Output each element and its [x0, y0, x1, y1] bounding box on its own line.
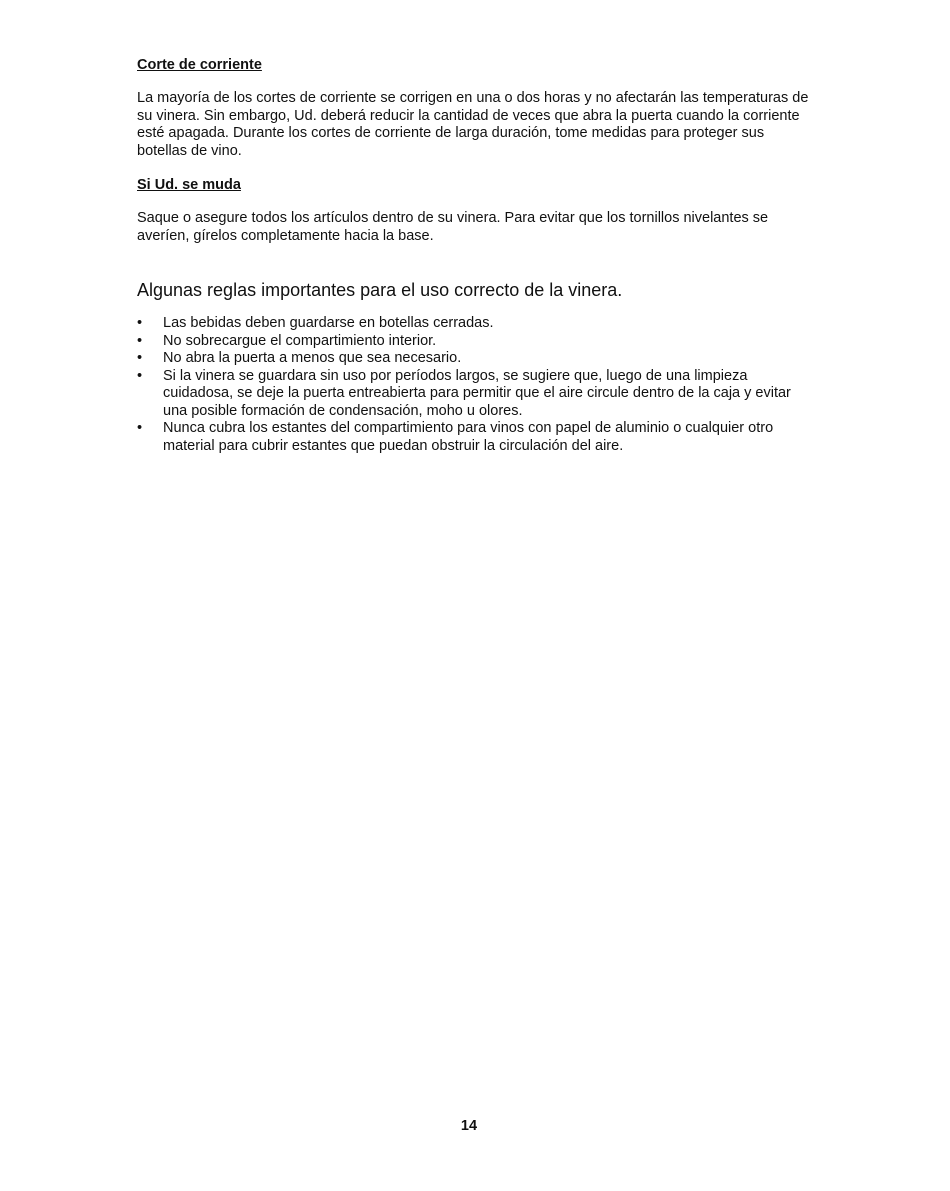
- power-outage-paragraph: La mayoría de los cortes de corriente se corrigen en una o dos horas y no afectarán las temperaturas de su vinera. Sin embargo, Ud. deberá reducir la cantidad de veces que abra la puerta cuando la corriente esté apagada. Durante los cortes de corriente de larga duración, tome medidas para proteger sus botellas de vino.: [137, 90, 809, 159]
- rules-list-item-text: Si la vinera se guardara sin uso por períodos largos, se sugiere que, luego de una limpieza cuidadosa, se deje la puerta entreabierta para permitir que el aire circule dentro de la caja y evitar una posible formación de condensación, moho u olores.: [163, 367, 791, 419]
- rules-list-item: [137, 350, 817, 368]
- bullet-icon: •: [137, 315, 143, 331]
- rules-list-item-text: No sobrecargue el compartimiento interior.: [163, 332, 437, 349]
- rules-list-item-text: No abra la puerta a menos que sea necesario.: [163, 350, 462, 366]
- rules-list-item: [137, 333, 817, 351]
- rules-list: [137, 315, 817, 455]
- bullet-icon: •: [137, 332, 143, 349]
- rules-list-item: [137, 368, 817, 421]
- page-number: 14: [460, 1118, 478, 1134]
- bullet-icon: •: [137, 350, 143, 366]
- page-content: [137, 56, 817, 455]
- bullet-icon: •: [137, 367, 143, 384]
- rules-title: Algunas reglas importantes para el uso correcto de la vinera.: [137, 280, 623, 300]
- rules-list-item-text: Las bebidas deben guardarse en botellas cerradas.: [163, 315, 494, 331]
- power-outage-heading: Corte de corriente: [137, 57, 262, 73]
- rules-list-item: [137, 315, 817, 333]
- rules-list-item: [137, 420, 817, 455]
- moving-heading: Si Ud. se muda: [137, 177, 241, 193]
- moving-paragraph: Saque o asegure todos los artículos dentro de su vinera. Para evitar que los tornillos nivelantes se averíen, gírelos completamente hacia la base.: [137, 210, 769, 244]
- rules-list-item-text: Nunca cubra los estantes del compartimiento para vinos con papel de aluminio o cualquier otro material para cubrir estantes que puedan obstruir la circulación del aire.: [163, 420, 774, 454]
- bullet-icon: •: [137, 420, 143, 436]
